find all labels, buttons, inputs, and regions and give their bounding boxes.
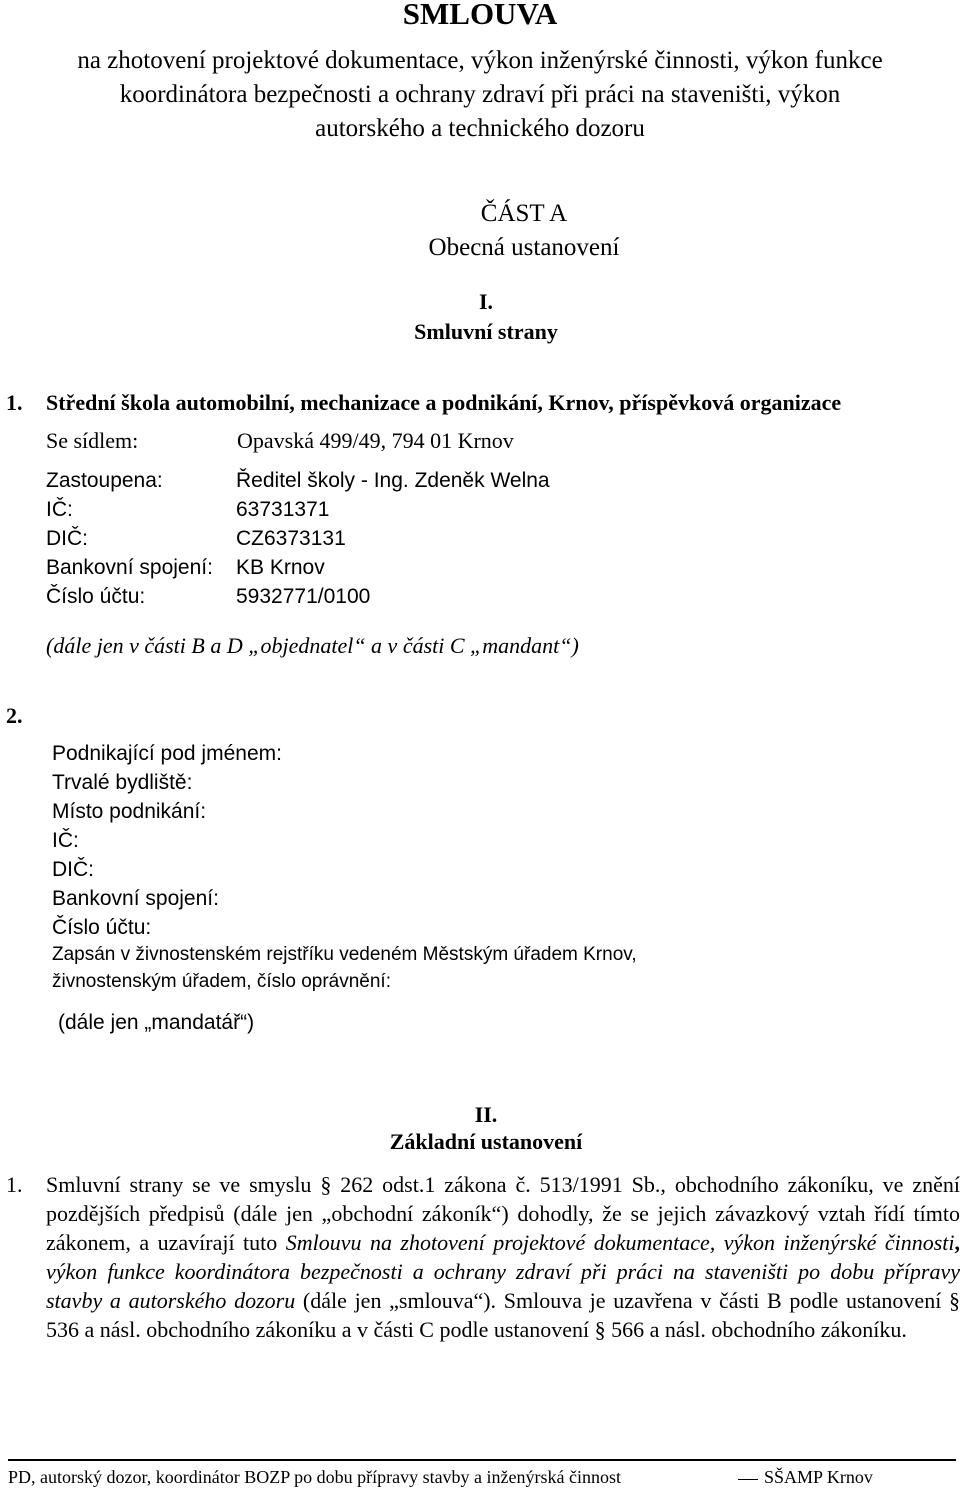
party-1-name: Střední škola automobilní, mechanizace a podnikání, Krnov, příspěvková organizace <box>46 390 842 415</box>
paragraph-1-number: 1. <box>6 1172 23 1197</box>
part-label: ČÁST A <box>480 200 568 227</box>
party-1-account-label: Číslo účtu: <box>46 585 146 608</box>
party-2-field: Bankovní spojení: <box>52 887 219 910</box>
party-1-seat-value: Opavská 499/49, 794 01 Krnov <box>237 428 514 453</box>
part-name: Obecná ustanovení <box>428 234 620 261</box>
party-2-field-list <box>52 739 282 942</box>
party-1-ic-label: IČ: <box>46 498 73 521</box>
paragraph-1-run: 566 a násl. obchodního zákoníku. <box>605 1317 907 1342</box>
paragraph-1-run: (dále jen „smlouva“). Smlouva je uzavřena v části B podle ustanovení <box>295 1288 950 1313</box>
subtitle-line-3: autorského a technického dozoru <box>315 115 645 142</box>
party-2-field: DIČ: <box>52 858 94 881</box>
section-1-title: Smluvní strany <box>414 319 558 344</box>
section-sign: § <box>594 1317 606 1342</box>
contract-name-italic: Smlouvu na zhotovení projektové dokumentace, výkon inženýrské činnosti <box>285 1230 955 1255</box>
party-1-number: 1. <box>6 390 23 415</box>
party-1-dic-value: CZ6373131 <box>236 527 346 550</box>
document-title: SMLOUVA <box>402 0 558 31</box>
footer-dash <box>738 1479 758 1480</box>
party-2-register <box>52 941 637 995</box>
footer-right: SŠAMP Krnov <box>764 1467 873 1487</box>
paragraph-1-run: , <box>954 1230 960 1255</box>
section-sign: § <box>320 1172 332 1197</box>
party-2-designation: (dále jen „mandatář“) <box>58 1011 255 1034</box>
footer-left: PD, autorský dozor, koordinátor BOZP po dobu přípravy stavby a inženýrská činnost <box>8 1467 622 1487</box>
party-1-rep-label: Zastoupena: <box>46 469 163 492</box>
party-2-field: Trvalé bydliště: <box>52 771 193 794</box>
paragraph-1-run: Smluvní strany se ve smyslu <box>46 1172 321 1197</box>
party-1-rep-value: Ředitel školy - Ing. Zdeněk Welna <box>236 469 550 492</box>
section-sign: § <box>949 1288 960 1313</box>
subtitle-line-2: koordinátora bezpečnosti a ochrany zdraví při práci na staveništi, výkon <box>119 81 841 108</box>
contract-name-italic: výkon funkce koordinátora bezpečnosti a ochrany zdraví při práci na staveništi po dobu přípravy stavby a autorského dozoru <box>46 1259 960 1313</box>
section-1-number: I. <box>478 289 494 314</box>
party-2-field: Podnikající pod jménem: <box>52 742 282 765</box>
party-2-number: 2. <box>6 703 23 728</box>
party-1-bank-value: KB Krnov <box>236 556 325 579</box>
party-1-seat-label: Se sídlem: <box>46 428 139 453</box>
party-2-field: Místo podnikání: <box>52 800 207 823</box>
paragraph-1-text <box>46 1170 960 1344</box>
paragraph-1-run: 262 odst.1 zákona č. 513/1991 Sb., obchodního zákoníku, ve znění pozdějších předpisů (dále jen „obchodní zákoník“) dohodly, že se jejich závazkový vztah řídí tímto zákonem, a uzavírají tuto <box>46 1172 960 1255</box>
party-1-bank-label: Bankovní spojení: <box>46 556 213 579</box>
party-2-field: IČ: <box>52 829 79 852</box>
footer-rule <box>8 1459 956 1461</box>
party-1-ic-value: 63731371 <box>236 498 330 521</box>
paragraph-1-run: 536 a násl. obchodního zákoníku a v části C podle ustanovení <box>46 1317 595 1342</box>
party-1-account-value: 5932771/0100 <box>236 585 371 608</box>
party-2-field: Číslo účtu: <box>52 916 152 939</box>
section-2-title: Základní ustanovení <box>389 1129 583 1154</box>
party-2-register-line: Zapsán v živnostenském rejstříku vedeném Městským úřadem Krnov, <box>52 944 637 965</box>
section-2-number: II. <box>474 1102 498 1127</box>
subtitle-line-1: na zhotovení projektové dokumentace, výkon inženýrské činnosti, výkon funkce <box>77 47 883 74</box>
party-2-register-line: živnostenským úřadem, číslo oprávnění: <box>52 971 391 992</box>
party-1-dic-label: DIČ: <box>46 527 88 550</box>
party-1-designation: (dále jen v části B a D „objednatel“ a v části C „mandant“) <box>46 633 579 658</box>
